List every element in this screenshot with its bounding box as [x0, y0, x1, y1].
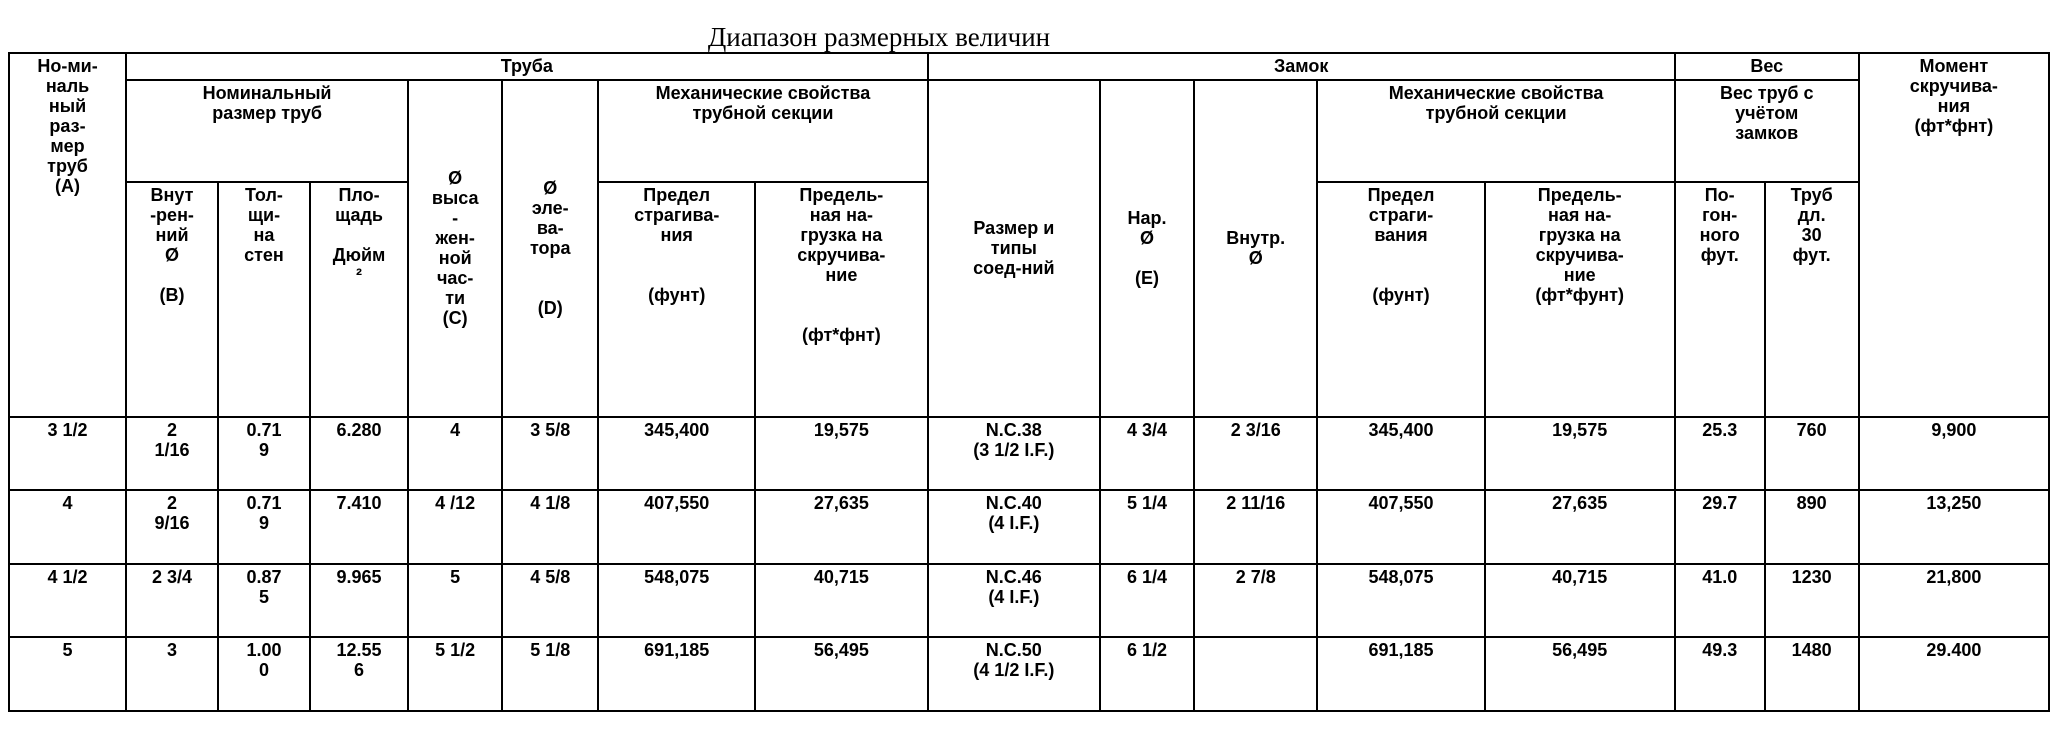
header-nominal-pipe-size: Но-ми- наль ный раз- мер труб (A): [9, 53, 126, 417]
cell-inner-diameter: 2 9/16: [126, 490, 218, 564]
header-subgroup-lock-mech: Механические свойства трубной секции: [1317, 80, 1674, 182]
cell-connection: N.C.40 (4 I.F.): [928, 490, 1100, 564]
cell-weight-per-30ft: 760: [1765, 417, 1859, 491]
cell-weight-per-foot: 41.0: [1675, 564, 1765, 638]
cell-weight-per-30ft: 890: [1765, 490, 1859, 564]
cell-area: 7.410: [310, 490, 408, 564]
cell-outer-diameter: 4 3/4: [1100, 417, 1194, 491]
header-area: Пло- щадь Дюйм ²: [310, 182, 408, 417]
table-row: [9, 564, 2049, 638]
cell-pipe-tensile: 407,550: [598, 490, 755, 564]
cell-connection: N.C.46 (4 I.F.): [928, 564, 1100, 638]
cell-inner-diameter: 2 1/16: [126, 417, 218, 491]
cell-area: 12.55 6: [310, 637, 408, 711]
header-wall-thickness: Тол- щи- на стен: [218, 182, 310, 417]
cell-nominal: 4: [9, 490, 126, 564]
header-inner-diameter: Внут -рен- ний Ø (B): [126, 182, 218, 417]
header-group-pipe: Труба: [126, 53, 928, 80]
cell-connection: N.C.38 (3 1/2 I.F.): [928, 417, 1100, 491]
cell-wall: 0.71 9: [218, 417, 310, 491]
header-subgroup-pipe-weight: Вес труб с учётом замков: [1675, 80, 1859, 182]
cell-pipe-torsion: 27,635: [755, 490, 928, 564]
cell-torque: 29.400: [1859, 637, 2049, 711]
header-group-weight: Вес: [1675, 53, 1859, 80]
header-pipe-tensile: Предел страгива- ния (фунт): [598, 182, 755, 417]
cell-lock-tensile: 345,400: [1317, 417, 1484, 491]
header-inner-diameter-lock: Внутр. Ø: [1194, 80, 1317, 417]
header-pipe-torsion: Предель- ная на- грузка на скручива- ние (фт*фнт): [755, 182, 928, 417]
cell-inner-diameter-lock: [1194, 637, 1317, 711]
table-row: [9, 637, 2049, 711]
cell-torque: 13,250: [1859, 490, 2049, 564]
cell-inner-diameter-lock: 2 3/16: [1194, 417, 1317, 491]
cell-lock-torsion: 19,575: [1485, 417, 1675, 491]
header-torque: Момент скручива- ния (фт*фнт): [1859, 53, 2049, 417]
cell-wall: 0.71 9: [218, 490, 310, 564]
cell-nominal: 4 1/2: [9, 564, 126, 638]
header-connection-size: Размер и типы соед-ний: [928, 80, 1100, 417]
cell-upset-diameter: 5: [408, 564, 502, 638]
cell-inner-diameter-lock: 2 11/16: [1194, 490, 1317, 564]
cell-area: 9.965: [310, 564, 408, 638]
cell-weight-per-foot: 49.3: [1675, 637, 1765, 711]
cell-inner-diameter: 2 3/4: [126, 564, 218, 638]
header-elevator-diameter: Ø эле- ва- тора (D): [502, 80, 598, 417]
table-title: Диапазон размерных величин: [707, 22, 1051, 52]
table-row: [9, 417, 2049, 491]
header-row-subgroups: [9, 80, 2049, 182]
cell-upset-diameter: 5 1/2: [408, 637, 502, 711]
cell-outer-diameter: 5 1/4: [1100, 490, 1194, 564]
header-row-groups: [9, 53, 2049, 80]
cell-weight-per-foot: 25.3: [1675, 417, 1765, 491]
header-outer-diameter: Нар. Ø (E): [1100, 80, 1194, 417]
cell-outer-diameter: 6 1/4: [1100, 564, 1194, 638]
cell-pipe-tensile: 345,400: [598, 417, 755, 491]
cell-lock-tensile: 691,185: [1317, 637, 1484, 711]
cell-lock-torsion: 56,495: [1485, 637, 1675, 711]
header-weight-per-foot: По- гон- ного фут.: [1675, 182, 1765, 417]
cell-outer-diameter: 6 1/2: [1100, 637, 1194, 711]
cell-pipe-tensile: 691,185: [598, 637, 755, 711]
header-subgroup-nominal-size: Номинальный размер труб: [126, 80, 408, 182]
cell-inner-diameter: 3: [126, 637, 218, 711]
cell-nominal: 3 1/2: [9, 417, 126, 491]
cell-upset-diameter: 4: [408, 417, 502, 491]
cell-pipe-torsion: 40,715: [755, 564, 928, 638]
cell-upset-diameter: 4 /12: [408, 490, 502, 564]
cell-weight-per-foot: 29.7: [1675, 490, 1765, 564]
cell-pipe-torsion: 56,495: [755, 637, 928, 711]
table-row: [9, 490, 2049, 564]
header-lock-tensile: Предел страги- вания (фунт): [1317, 182, 1484, 417]
header-subgroup-pipe-mech: Механические свойства трубной секции: [598, 80, 927, 182]
header-group-lock: Замок: [928, 53, 1675, 80]
cell-lock-torsion: 40,715: [1485, 564, 1675, 638]
cell-lock-tensile: 407,550: [1317, 490, 1484, 564]
cell-pipe-torsion: 19,575: [755, 417, 928, 491]
cell-elevator-diameter: 3 5/8: [502, 417, 598, 491]
cell-elevator-diameter: 4 5/8: [502, 564, 598, 638]
cell-weight-per-30ft: 1480: [1765, 637, 1859, 711]
header-weight-per-30ft: Труб дл. 30 фут.: [1765, 182, 1859, 417]
cell-wall: 1.00 0: [218, 637, 310, 711]
cell-elevator-diameter: 4 1/8: [502, 490, 598, 564]
cell-torque: 21,800: [1859, 564, 2049, 638]
header-lock-torsion: Предель- ная на- грузка на скручива- ние (фт*фунт): [1485, 182, 1675, 417]
specs-table: [8, 52, 2050, 712]
cell-lock-torsion: 27,635: [1485, 490, 1675, 564]
cell-wall: 0.87 5: [218, 564, 310, 638]
cell-inner-diameter-lock: 2 7/8: [1194, 564, 1317, 638]
cell-connection: N.C.50 (4 1/2 I.F.): [928, 637, 1100, 711]
cell-weight-per-30ft: 1230: [1765, 564, 1859, 638]
header-upset-diameter: Ø выса - жен- ной час- ти (C): [408, 80, 502, 417]
cell-elevator-diameter: 5 1/8: [502, 637, 598, 711]
cell-nominal: 5: [9, 637, 126, 711]
cell-torque: 9,900: [1859, 417, 2049, 491]
cell-lock-tensile: 548,075: [1317, 564, 1484, 638]
cell-area: 6.280: [310, 417, 408, 491]
cell-pipe-tensile: 548,075: [598, 564, 755, 638]
